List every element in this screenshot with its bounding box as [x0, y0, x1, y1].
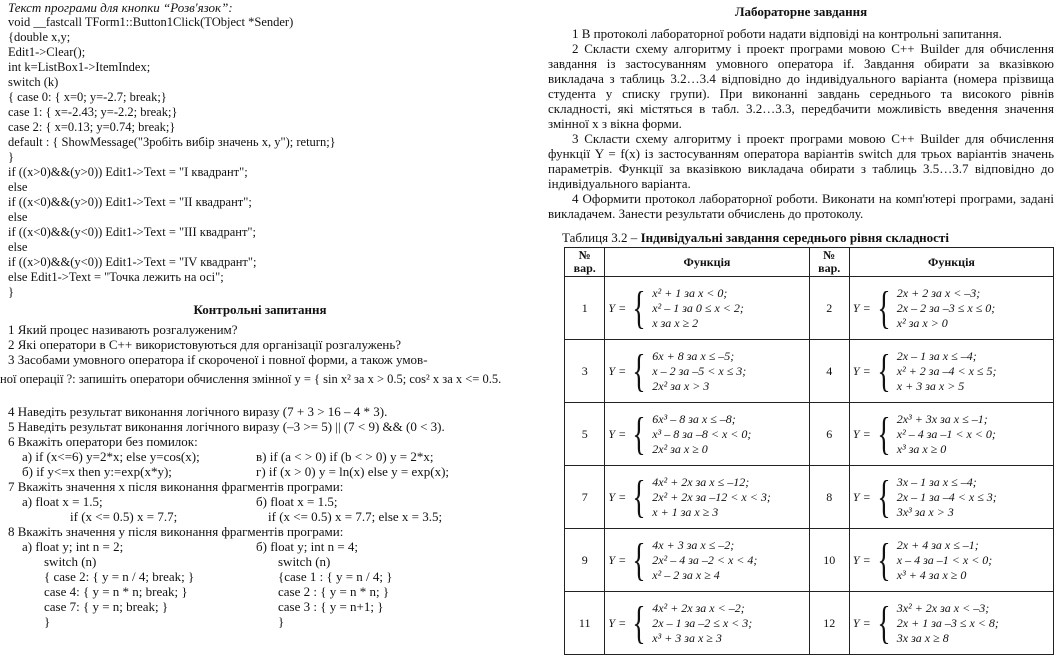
code-line: case 1: { x=-2.43; y=-2.2; break;} — [8, 105, 178, 119]
function-cell — [849, 340, 1053, 403]
brace-symbol: { — [877, 345, 891, 396]
q8-line: а) float y; int n = 2; — [22, 539, 124, 554]
table-caption — [562, 230, 949, 245]
code-line: } — [8, 150, 14, 164]
brace-symbol: { — [877, 282, 891, 333]
variant-number: 11 — [565, 592, 605, 655]
function-case: x за x ≥ 2 — [652, 315, 699, 330]
function-y-label: Y = — [608, 489, 627, 504]
code-line: default : { ShowMessage("Зробіть вибір значень x, y"); return;} — [8, 135, 336, 149]
function-case: 2x + 2 за x < –3; — [896, 285, 981, 300]
tasks-table-body — [565, 277, 1054, 655]
function-case: x³ – 8 за –8 < x < 0; — [652, 426, 752, 441]
q7-b-line2: if (x <= 0.5) x = 7.7; else x = 3.5; — [268, 509, 443, 524]
function-case: x – 2 за –5 < x ≤ 3; — [652, 363, 747, 378]
function-cell — [605, 277, 809, 340]
function-case: 2x + 1 за –3 ≤ x < 8; — [896, 615, 999, 630]
function-y-label: Y = — [852, 489, 871, 504]
code-line: if ((x>0)&&(y>0)) Edit1->Text = "I квадрант"; — [8, 165, 248, 179]
q8-line: switch (n) — [44, 554, 97, 569]
lab-item-4: 4 Оформити протокол лабораторної роботи. Виконати на комп'ютері програми, задані викладачем. Занести результати обчислень до протоколу. — [548, 191, 1054, 221]
function-case: x² – 4 за –1 < x < 0; — [896, 426, 996, 441]
function-case: 6x + 8 за x ≤ –5; — [652, 348, 735, 363]
variant-number: 3 — [565, 340, 605, 403]
function-case: 4x² + 2x за x < –2; — [652, 600, 745, 615]
code-line: } — [8, 285, 14, 299]
function-case: 2x³ + 3x за x ≤ –1; — [896, 411, 988, 426]
code-line: switch (k) — [8, 75, 59, 89]
function-case: x² + 1 за x < 0; — [652, 285, 728, 300]
function-cell — [605, 340, 809, 403]
table-caption-prefix: Таблиця 3.2 – — [562, 230, 641, 245]
question-3-cont: ної операції ?: запишіть оператори обчислення змінної y = { sin x² за x > 0.5; cos² x за x <= 0.5. — [0, 372, 502, 386]
variant-number: 7 — [565, 466, 605, 529]
brace-symbol: { — [877, 408, 891, 459]
function-case: 3x за x ≥ 8 — [896, 630, 949, 645]
function-case: 2x² + 2x за –12 < x < 3; — [652, 489, 771, 504]
variant-number: 2 — [809, 277, 849, 340]
variant-number: 12 — [809, 592, 849, 655]
table-row — [565, 403, 1054, 466]
function-cell — [849, 592, 1053, 655]
function-y-label: Y = — [852, 426, 871, 441]
code-line: Edit1->Clear(); — [8, 45, 86, 59]
q8-line: } — [44, 614, 51, 629]
question-2: 2 Які оператори в C++ використовуються для організації розгалужень? — [8, 337, 402, 352]
question-1: 1 Який процес називають розгалуженим? — [8, 322, 238, 337]
function-case: 2x² – 4 за –2 < x < 4; — [652, 552, 758, 567]
q8-line: case 7: { y = n; break; } — [44, 599, 169, 614]
function-cell — [849, 277, 1053, 340]
lab-item-3: 3 Скласти схему алгоритму і проект програми мовою C++ Builder для обчислення функції Y = f(x) із застосуванням оператора варіантів switch для трьох варіантів значень параметрів. Функції за вказівкою викладача обирати з таблиць 3.5…3.7 відповідно до індивідуального варіанта. — [548, 131, 1054, 191]
brace-symbol: { — [877, 471, 891, 522]
function-case: x² – 2 за x ≥ 4 — [652, 567, 720, 582]
function-y-label: Y = — [608, 300, 627, 315]
q8-line: case 2 : { y = n * n; } — [278, 584, 390, 599]
function-cell — [605, 466, 809, 529]
function-y-label: Y = — [608, 426, 627, 441]
table-row — [565, 340, 1054, 403]
function-case: 2x – 1 за –4 < x ≤ 3; — [896, 489, 997, 504]
q8-line: { case 2: { y = n / 4; break; } — [44, 569, 195, 584]
function-case: 3x³ за x > 3 — [896, 504, 954, 519]
function-case: 2x + 4 за x ≤ –1; — [896, 537, 979, 552]
brace-symbol: { — [877, 597, 891, 648]
table-row — [565, 592, 1054, 655]
header-fn-2: Функція — [849, 248, 1053, 277]
brace-symbol: { — [877, 534, 891, 585]
code-line: int k=ListBox1->ItemIndex; — [8, 60, 151, 74]
question-6: 6 Вкажіть оператори без помилок: — [8, 434, 198, 449]
function-cell — [605, 592, 809, 655]
function-case: x + 1 за x ≥ 3 — [652, 504, 719, 519]
code-line: else — [8, 240, 28, 254]
header-num-1: № вар. — [565, 248, 605, 277]
function-case: x – 4 за –1 < x < 0; — [896, 552, 993, 567]
variant-number: 8 — [809, 466, 849, 529]
function-case: 3x² + 2x за x < –3; — [896, 600, 990, 615]
function-case: x² + 2 за –4 < x ≤ 5; — [896, 363, 997, 378]
code-line: void __fastcall TForm1::Button1Click(TObject *Sender) — [8, 15, 294, 29]
brace-symbol: { — [632, 282, 646, 333]
function-case: 2x – 2 за –3 ≤ x ≤ 0; — [896, 300, 996, 315]
function-case: x² за x > 0 — [896, 315, 948, 330]
brace-symbol: { — [632, 534, 646, 585]
variant-number: 5 — [565, 403, 605, 466]
question-8: 8 Вкажіть значення y після виконання фрагментів програми: — [8, 524, 344, 539]
q6-option-a: а) if (x<=6) y=2*x; else y=cos(x); — [22, 449, 200, 464]
tasks-table — [564, 247, 1054, 655]
function-case: 4x + 3 за x ≤ –2; — [652, 537, 735, 552]
question-5: 5 Наведіть результат виконання логічного виразу (–3 >= 5) || (7 < 9) && (0 < 3). — [8, 419, 445, 434]
variant-number: 6 — [809, 403, 849, 466]
function-case: 3x – 1 за x ≤ –4; — [896, 474, 977, 489]
function-y-label: Y = — [852, 363, 871, 378]
brace-symbol: { — [632, 408, 646, 459]
lab-title: Лабораторне завдання — [734, 4, 868, 19]
function-cell — [605, 403, 809, 466]
code-line: else — [8, 210, 28, 224]
function-y-label: Y = — [608, 363, 627, 378]
code-line: if ((x<0)&&(y<0)) Edit1->Text = "III квадрант"; — [8, 225, 256, 239]
question-4: 4 Наведіть результат виконання логічного виразу (7 + 3 > 16 – 4 * 3). — [8, 404, 388, 419]
q8-line: } — [278, 614, 285, 629]
header-fn-1: Функція — [605, 248, 809, 277]
q8-line: {case 1 : { y = n / 4; } — [278, 569, 393, 584]
function-y-label: Y = — [852, 300, 871, 315]
table-row — [565, 529, 1054, 592]
function-case: x³ + 3 за x ≥ 3 — [652, 630, 722, 645]
q8-line: case 3 : { y = n+1; } — [278, 599, 384, 614]
header-num-2: № вар. — [809, 248, 849, 277]
function-y-label: Y = — [852, 615, 871, 630]
function-case: 2x² за x ≥ 0 — [652, 441, 708, 456]
questions-title: Контрольні запитання — [193, 302, 327, 317]
code-line: if ((x<0)&&(y>0)) Edit1->Text = "II квадрант"; — [8, 195, 252, 209]
function-case: 2x – 1 за –2 ≤ x < 3; — [652, 615, 753, 630]
table-row — [565, 277, 1054, 340]
q6-option-g: г) if (x > 0) y = ln(x) else y = exp(x); — [256, 464, 450, 479]
q7-b-line1: б) float x = 1.5; — [256, 494, 338, 509]
table-caption-title: Індивідуальні завдання середнього рівня складності — [640, 230, 949, 245]
function-case: x + 3 за x > 5 — [896, 378, 965, 393]
code-line: if ((x>0)&&(y<0)) Edit1->Text = "IV квадрант"; — [8, 255, 257, 269]
question-3: 3 Засобами умовного оператора if скороченої і повної форми, а також умов- — [8, 352, 428, 367]
brace-symbol: { — [632, 471, 646, 522]
q6-option-b: б) if y<=x then y:=exp(x*y); — [22, 464, 172, 479]
q6-option-v: в) if (a < > 0) if (b < > 0) y = 2*x; — [256, 449, 434, 464]
function-cell — [849, 403, 1053, 466]
q8-line: case 4: { y = n * n; break; } — [44, 584, 188, 599]
function-y-label: Y = — [608, 552, 627, 567]
q8-line: б) float y; int n = 4; — [256, 539, 359, 554]
variant-number: 9 — [565, 529, 605, 592]
function-y-label: Y = — [608, 615, 627, 630]
function-case: 6x³ – 8 за x ≤ –8; — [652, 411, 736, 426]
table-row — [565, 466, 1054, 529]
function-cell — [849, 466, 1053, 529]
brace-symbol: { — [632, 345, 646, 396]
function-case: x³ + 4 за x ≥ 0 — [896, 567, 967, 582]
code-line: {double x,y; — [8, 30, 71, 44]
code-line: else Edit1->Text = "Точка лежить на осі"; — [8, 270, 224, 284]
variant-number: 4 — [809, 340, 849, 403]
function-case: 2x² за x > 3 — [652, 378, 710, 393]
function-y-label: Y = — [852, 552, 871, 567]
function-cell — [849, 529, 1053, 592]
lab-item-2: 2 Скласти схему алгоритму і проект програми мовою C++ Builder для обчислення завдання із застосуванням умовного оператора if. Завдання обирати за вказівкою викладача з таблиць 3.2…3.4 відповідно до індивідуального варіанта (номера прізвища студента у списку групи). При виконанні завдань середнього та високого рівнів складності, які містяться в табл. 3.2…3.3, передбачити можливість введення значення змінної x з вікна форми. — [548, 41, 1054, 131]
q8-line: switch (n) — [278, 554, 331, 569]
brace-symbol: { — [632, 597, 646, 648]
function-cell — [605, 529, 809, 592]
q7-a-line2: if (x <= 0.5) x = 7.7; — [70, 509, 178, 524]
function-case: x³ за x ≥ 0 — [896, 441, 947, 456]
code-line: { case 0: { x=0; y=-2.7; break;} — [8, 90, 167, 104]
variant-number: 1 — [565, 277, 605, 340]
code-line: else — [8, 180, 28, 194]
function-case: x² – 1 за 0 ≤ x < 2; — [652, 300, 744, 315]
function-case: 4x² + 2x за x ≤ –12; — [652, 474, 750, 489]
variant-number: 10 — [809, 529, 849, 592]
code-line: case 2: { x=0.13; y=0.74; break;} — [8, 120, 176, 134]
lab-item-1: 1 В протоколі лабораторної роботи надати відповіді на контрольні запитання. — [572, 26, 1002, 41]
function-case: 2x – 1 за x ≤ –4; — [896, 348, 977, 363]
q7-a-line1: а) float x = 1.5; — [22, 494, 103, 509]
question-7: 7 Вкажіть значення x після виконання фрагментів програми: — [8, 479, 344, 494]
code-header: Текст програми для кнопки “Розв'язок”: — [8, 0, 233, 15]
